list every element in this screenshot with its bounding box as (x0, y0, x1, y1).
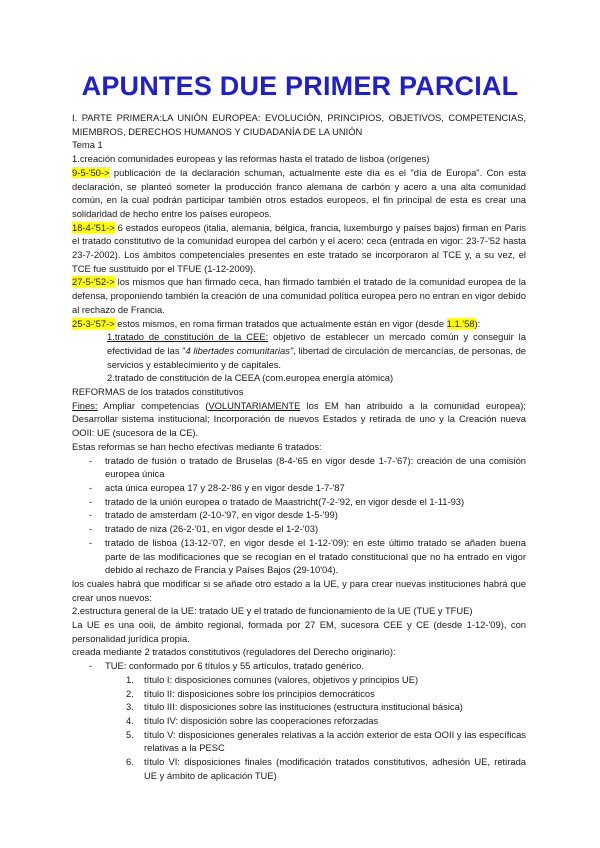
part-heading: I. PARTE PRIMERA:LA UNIÓN EUROPEA: EVOLUCIÓN, PRINCIPIOS, OBJETIVOS, COMPETENCIAS, MIEMBROS, DERECHOS HUMANOS Y CIUDADANÍA DE LA UNIÓN (72, 112, 526, 137)
list-text: título IV: disposición sobre las cooperaciones reforzadas (144, 714, 379, 726)
list-text: título II: disposiciones sobre los principios democráticos (144, 687, 375, 699)
date-highlight: 25-3-'57-> (72, 317, 115, 329)
reformas-closing: los cuales habrá que modificar si se añade otro estado a la UE, y para crear nuevas instituciones habrá que crear unos nuevos: (72, 577, 526, 603)
titles-list (72, 673, 526, 783)
list-item (72, 728, 526, 755)
cee-italic: 4 libertades comunitarias" (185, 344, 294, 356)
fines-paragraph (72, 399, 526, 440)
list-number: 6. (126, 756, 134, 768)
list-number: 2. (126, 687, 134, 699)
date-highlight: 9-5-'50-> (72, 166, 110, 178)
list-item (72, 714, 526, 728)
treaty-list (72, 454, 526, 577)
list-item (72, 687, 526, 701)
list-item: - tratado de amsterdam (2-10-'97, en vigor desde 1-5-'99) (72, 508, 526, 522)
list-number: 4. (126, 714, 134, 726)
list-item (72, 700, 526, 714)
cee-text-a: objetivo de establecer un mercado común y conseguir la efectividad de las " (107, 331, 526, 356)
document-title: APUNTES DUE PRIMER PARCIAL (81, 71, 519, 101)
date-highlight: 27-5-'52-> (72, 276, 115, 288)
fines-underline: VOLUNTARIAMENTE (208, 399, 301, 411)
fines-text-b: los EM han atribuido a la comunidad europea); Desarrollar sistema institucional; Incorporación de nuevos Estados y retirada de uno y la Creación nueva OOII: UE (sucesora de la CE). (72, 399, 527, 439)
tue-item: - TUE: conformado por 6 títulos y 55 artículos, tratado genérico. (72, 659, 526, 673)
reformas-intro: Estas reformas se han hecho efectivas mediante 6 tratados: (72, 440, 322, 452)
list-item: - acta única europea 17 y 28-2-'86 y en vigor desde 1-7-'87 (72, 481, 526, 495)
entry-1957 (72, 317, 526, 331)
cee-label: 1.tratado de constitución de la CEE: (107, 331, 269, 343)
list-text: título III: disposiciones sobre las instituciones (estructura institucional básica) (144, 701, 463, 713)
entry-text: 6 estados europeos (italia, alemania, bélgica, francia, luxemburgo y países bajos) firman en Paris el tratado constitutivo de la comunidad europea del carbón y el acero: ceca (entrada en vigor: 23-7-'52 hasta 23-7-2002). Los ámbitos competenciales presentes en este tratado se incorporaron al TCE y, a su vez, el TCE fue sustituido por el TFUE (1-12-2009). (72, 221, 526, 274)
ue-paragraph: La UE es una ooii, de ámbito regional, formada por 27 EM, sucesora CEE y CE (desde 1-12-'09), con personalidad jurídica propia. (72, 619, 526, 644)
entry-1951 (72, 221, 526, 276)
list-number: 1. (126, 673, 134, 685)
cee-item (72, 330, 526, 371)
entry-text: los mismos que han firmado ceca, han firmado también el tratado de la comunidad europea de la defensa, proponiendo también la creación de una comunidad política europea pero no entran en vigor debido al rechazo de Francia. (72, 276, 526, 315)
list-number: 5. (126, 728, 134, 740)
entry-1952 (72, 275, 526, 316)
cee-text-b: , libertad de circulación de mercancías, de personas, de servicios y establecimiento y de capitales. (107, 344, 527, 370)
list-text: título V: disposiciones generales relativas a la acción exterior de esta OOII y las específicas relativas a la PESC (144, 728, 526, 754)
list-number: 3. (126, 701, 134, 713)
date-highlight-2: 1.1.'58 (446, 317, 475, 329)
reformas-heading: REFORMAS de los tratados constitutivos (72, 386, 244, 398)
entry-text: publicación de la declaración schuman, actualmente este día es el "día de Europa". Con esta declaración, se planteó someter la producción franco alemana de carbón y acero a una alta comunidad común, en la cual podrán participar también otros estados europeos, el fin principal de esta es crear una solidaridad de hecho entre los países europeos. (72, 166, 526, 219)
entry-text: estos mismos, en roma firman tratados que actualmente están en vigor (desde (114, 317, 447, 329)
creada-paragraph: creada mediante 2 tratados constitutivos (reguladores del Derecho originario): (72, 646, 396, 658)
tue-list (72, 659, 526, 673)
entry-text-end: ): (474, 317, 481, 329)
list-item: - tratado de la unión europea o tratado de Maastricht(7-2-'92, en vigor desde el 1-11-93) (72, 495, 526, 509)
list-item: - tratado de fusión o tratado de Bruselas (8-4-'65 en vigor desde 1-7-'67): creación de una comisión europea única (72, 454, 526, 481)
tema-label: Tema 1 (72, 139, 103, 151)
document-body (72, 111, 526, 782)
list-text: título VI: disposiciones finales (modificación tratados constitutivos, adhesión UE, retirada UE y ámbito de aplicación TUE) (144, 756, 526, 781)
list-item (72, 755, 526, 782)
section-2-heading: 2.estructura general de la UE: tratado UE y el tratado de funcionamiento de la UE (TUE y TFUE) (72, 605, 473, 617)
section-1-heading: 1.creación comunidades europeas y las reformas hasta el tratado de lisboa (orígenes) (72, 153, 430, 165)
entry-1950 (72, 166, 526, 221)
date-highlight: 18-4-'51-> (72, 221, 115, 233)
list-item: - tratado de lisboa (13-12-'07, en vigor desde el 1-12-'09): en este último tratado se añaden buena parte de las modificaciones que se recogían en el tratado constitucional que no ha entrado en vigor debido al rechazo de Francia y Países Bajos (29-10'04). (72, 536, 526, 577)
list-item (72, 673, 526, 687)
list-text: título I: disposiciones comunes (valores, objetivos y principios UE) (144, 673, 419, 685)
list-item: - tratado de niza (26-2-'01, en vigor desde el 1-2-'03) (72, 522, 526, 536)
ceea-item: 2.tratado de constitución de la CEEA (com.europea energía atómica) (107, 372, 394, 384)
fines-label: Fines: (72, 399, 98, 411)
fines-text-a: Ampliar competencias ( (97, 399, 209, 411)
